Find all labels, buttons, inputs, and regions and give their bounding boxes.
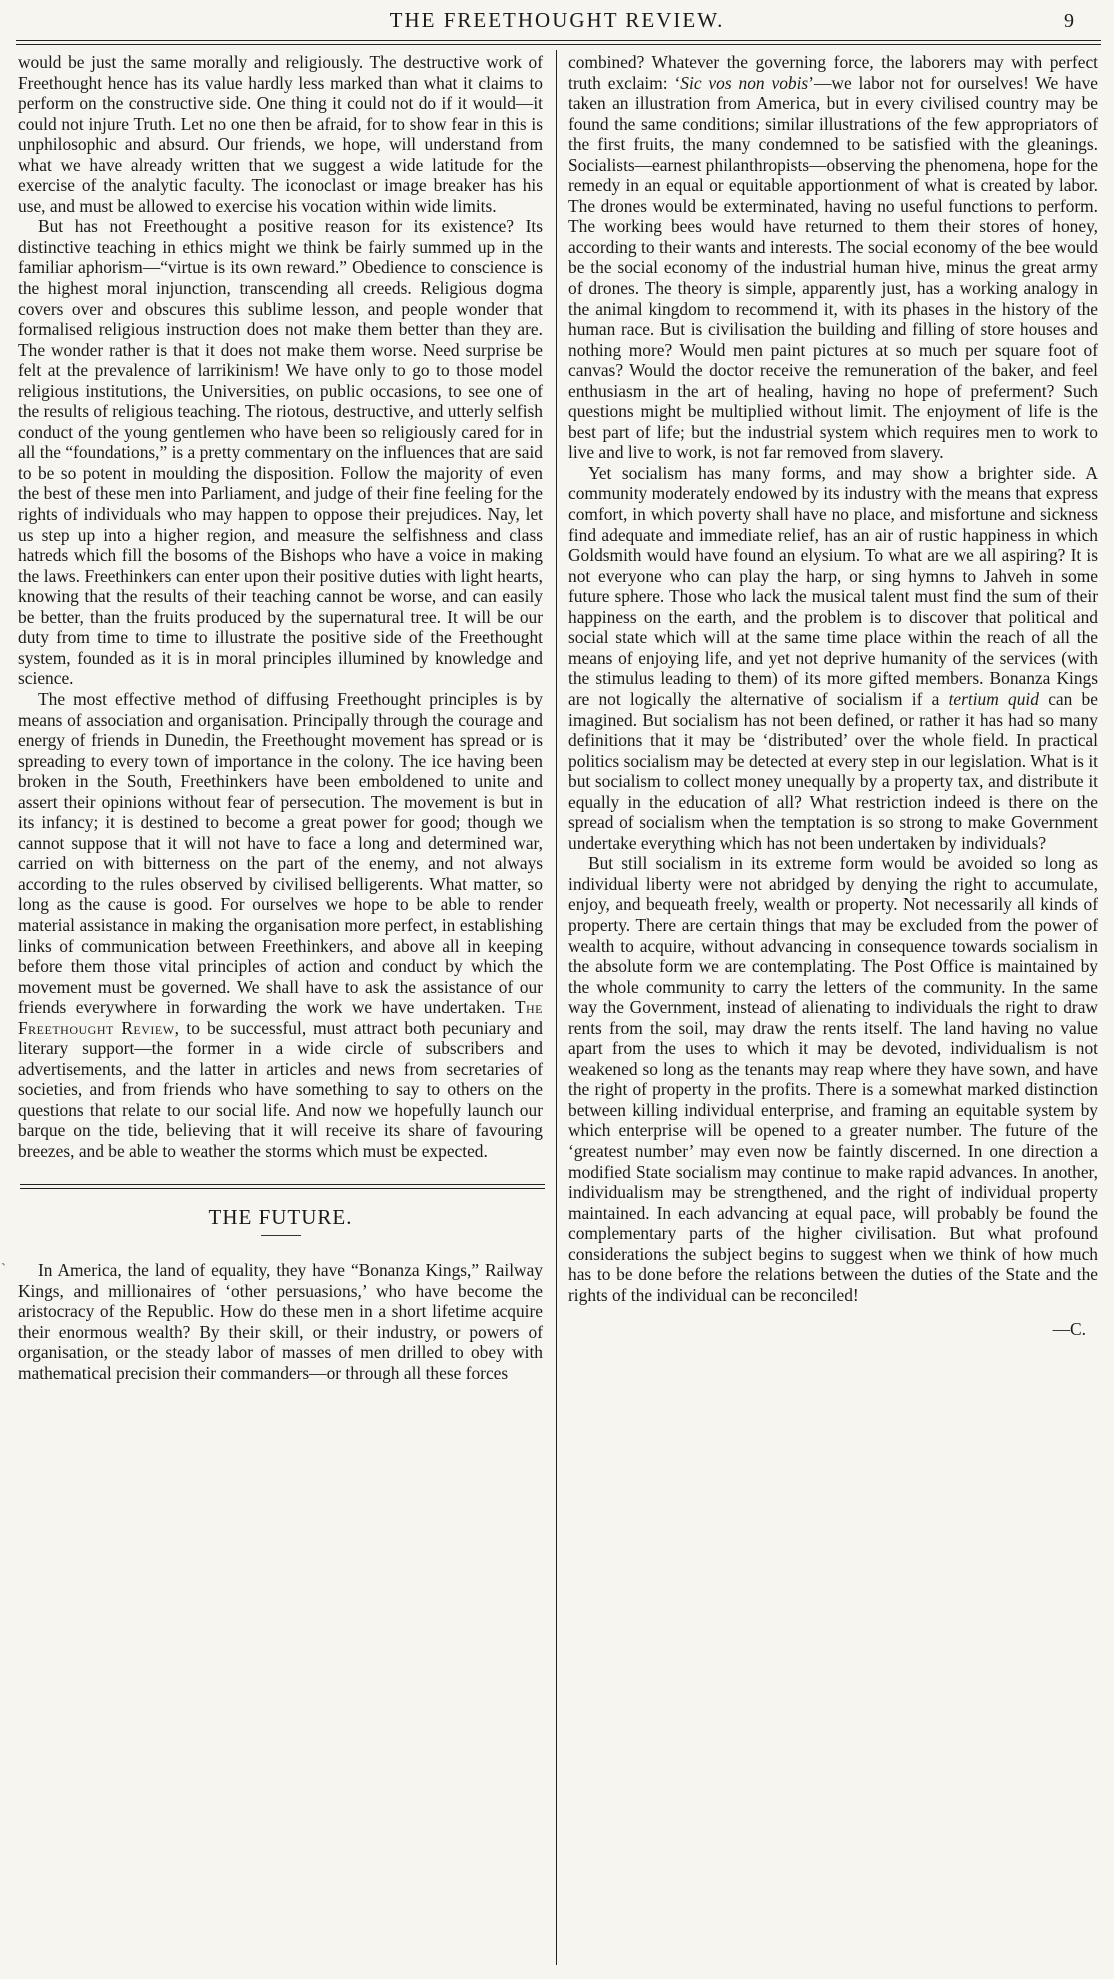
running-head — [0, 6, 1114, 36]
margin-mark: ˴ — [1, 1255, 6, 1271]
paragraph: would be just the same morally and religiously. The destructive work of Freethought hence has its value hardly less marked than what it claims to perform on the constructive side. One thing it could not do if it would—it could not injure Truth. Let no one then be afraid, for to show fear in this is unphilosophic and absurd. Our friends, we hope, will understand from what we have already written that we suggest a wide latitude for the exercise of the analytic faculty. The iconoclast or image breaker has his use, and must be allowed to exercise his vocation within wide limits. — [18, 52, 543, 216]
paragraph-text: The most effective method of diffusing Freethought principles is by means of association and organisation. Principally through the courage and energy of friends in Dunedin, the Freethought movement has spread or is spreading to every town of importance in the colony. The ice having been broken in the South, Freethinkers have been emboldened to unite and assert their opinions without fear of persecution. The movement is but in its infancy; it is destined to become a great power for good; though we cannot suppose that it will not have to face a long and determined war, carried on with bitterness on the part of the enemy, and not always according to the rules observed by civilised belligerents. What matter, so long as the cause is good. For ourselves we hope to be able to render material assistance in making the organisation more perfect, in establishing links of communication between Freethinkers, and above all in keeping before them those vital principles of action and conduct by which the movement must be governed. We shall have to ask the assistance of our friends everywhere in forwarding the work we have undertaken. — [18, 688, 543, 1018]
paragraph: In America, the land of equality, they have “Bonanza Kings,” Railway Kings, and millionaires of ‘other persuasions,’ who have become the aristocracy of the Republic. How do these men in a short lifetime acquire their enormous wealth? By their skill, or their industry, or powers of organisation, or the steady labor of masses of men drilled to obey with mathematical precision their commanders—or through all these forces — [18, 1260, 543, 1383]
latin-phrase: tertium quid — [948, 688, 1039, 709]
left-column — [18, 52, 543, 1383]
section-heading: THE FUTURE. — [208, 1204, 353, 1229]
paragraph — [568, 52, 1098, 463]
header-rule-double — [16, 44, 1101, 45]
paragraph-text: can be imagined. But socialism has not been defined, or rather it has had so many definitions that it may be ‘distributed’ over the whole field. In practical politics socialism may be detected at every step in our legislation. What is it but socialism to collect money unequally by a property tax, and distribute it equally in the education of all? What restriction indeed is there on the spread of socialism when the temptation is so strong to make Government undertake everything which has not been undertaken by individuals? — [568, 688, 1098, 853]
paragraph: But still socialism in its extreme form would be avoided so long as individual liberty were not abridged by denying the right to accumulate, enjoy, and bequeath freely, wealth or property. Not necessarily all kinds of property. There are certain things that may be excluded from the power of wealth to acquire, without advancing in consequence towards socialism in the absolute form we are contemplating. The Post Office is maintained by the whole community to carry the letters of the community. In the same way the Government, instead of alienating to individuals the right to draw rents from the soil, may draw the rents itself. The land having no value apart from the uses to which it may be devoted, individualism is not weakened so long as the tenants may reap where they have sown, and have the right of property in the profits. There is a somewhat marked distinction between killing individual enterprise, and framing an equitable system by which enterprise will be opened to a greater number. The future of the ‘greatest number’ may even now be faintly discerned. In one direction a modified State socialism may continue to make rapid advances. In another, individualism may be strengthened, and the right of individual property maintained. In each advancing at equal pace, will probably be found the complementary parts of the higher civilisation. But what profound considerations the subject begins to suggest when we think of how much has to be done before the relations between the duties of the State and the rights of the individual can be reconciled! — [568, 853, 1098, 1305]
page-title: THE FREETHOUGHT REVIEW. — [389, 8, 725, 32]
column-divider — [556, 50, 557, 1965]
paragraph — [18, 689, 543, 1162]
page-number: 9 — [1064, 10, 1074, 32]
paragraph — [568, 463, 1098, 853]
paragraph-text: ’—we labor not for ourselves! We have taken an illustration from America, but in every civilised country may be found the same conditions; similar illustrations of the few appropriators of the first fruits, the many condemned to be satisfied with the gleanings. Socialists—earnest philanthropists—observing the phenomena, hope for the remedy in an equal or equitable apportionment of what is created by labor. The drones would be exterminated, having no useful functions to perform. The working bees would have returned to them their stores of honey, according to their wants and interests. The social economy of the bee would be the social economy of the industrial human hive, minus the great army of drones. The theory is simple, apparently just, has a working analogy in the animal kingdom to recommend it, with its phases in the history of the human race. But is civilisation the building and filling of store houses and nothing more? Would men paint pictures at so much per square foot of canvas? Would the doctor receive the remuneration of the baker, and feel enthusiasm in the art of healing, having no hope of preferment? Such questions might be multiplied without limit. The enjoyment of life is the best part of life; but the industrial system which requires men to work to live and live to work, is not far removed from slavery. — [568, 72, 1098, 463]
section-rule-double — [20, 1188, 545, 1189]
section-rule — [20, 1184, 545, 1185]
right-column — [568, 52, 1098, 1340]
publication-name: The Freethought Review, — [18, 997, 543, 1038]
author-signature: —C. — [1052, 1319, 1086, 1340]
paragraph-text: to be successful, must attract both pecuniary and literary support—the former in a wide circle of subscribers and advertisements, and the latter in articles and news from secretaries of societies, and from friends who have something to say to others on the questions that relate to our social life. And now we hopefully launch our barque on the tide, believing that it will receive its share of favouring breezes, and be able to weather the storms which must be expected. — [18, 1017, 543, 1161]
paragraph: But has not Freethought a positive reason for its existence? Its distinctive teaching in ethics might we think be fairly summed up in the familiar aphorism—“virtue is its own reward.” Obedience to conscience is the highest moral injunction, transcending all creeds. Religious dogma covers over and obscures this sublime lesson, and people wonder that formalised religious instruction does not make them better than they are. The wonder rather is that it does not make them worse. Need surprise be felt at the prevalence of larrikinism! We have only to go to those model religious institutions, the Universities, on public occasions, to see one of the results of religious teaching. The riotous, destructive, and utterly selfish conduct of the young gentlemen who have been so religiously cared for in all the “foundations,” is a pretty commentary on the influences that are said to be so potent in moulding the disposition. Follow the majority of even the best of these men into Parliament, and judge of their fine feeling for the rights of individuals who may happen to oppose their prejudices. Nay, let us step up into a higher region, and measure the selfishness and class hatreds which fill the bosoms of the Bishops who have a voice in making the laws. Freethinkers can enter upon their positive duties with light hearts, knowing that the results of their teaching cannot be worse, and can easily be better, than the fruits produced by the supernatural tree. It will be our duty from time to time to illustrate the positive side of the Freethought system, founded as it is in moral principles illumined by knowledge and science. — [18, 216, 543, 689]
paragraph-text: Yet socialism has many forms, and may show a brighter side. A community moderately endowed by its industry with the means that express comfort, in which poverty shall have no place, and misfortune and sickness find adequate and immediate relief, has an air of rustic happiness in which Goldsmith would have found an elysium. To what are we all aspiring? It is not everyone who can play the harp, or sing hymns to Jahveh in some future sphere. Those who lack the musical talent must find the sum of their happiness on the earth, and the problem is to discover that political and social state which will at the same time place within the reach of all the means of enjoying life, and yet not deprive humanity of the services (with the stimulus leading to them) of its more gifted members. Bonanza Kings are not logically the alternative of socialism if a — [568, 462, 1098, 709]
heading-dash — [261, 1235, 301, 1236]
latin-phrase: Sic vos non vobis — [680, 72, 809, 93]
paragraph-text: combined? Whatever the governing force, the laborers may with perfect truth exclaim: ‘ — [568, 52, 1098, 93]
header-rule — [16, 40, 1101, 41]
